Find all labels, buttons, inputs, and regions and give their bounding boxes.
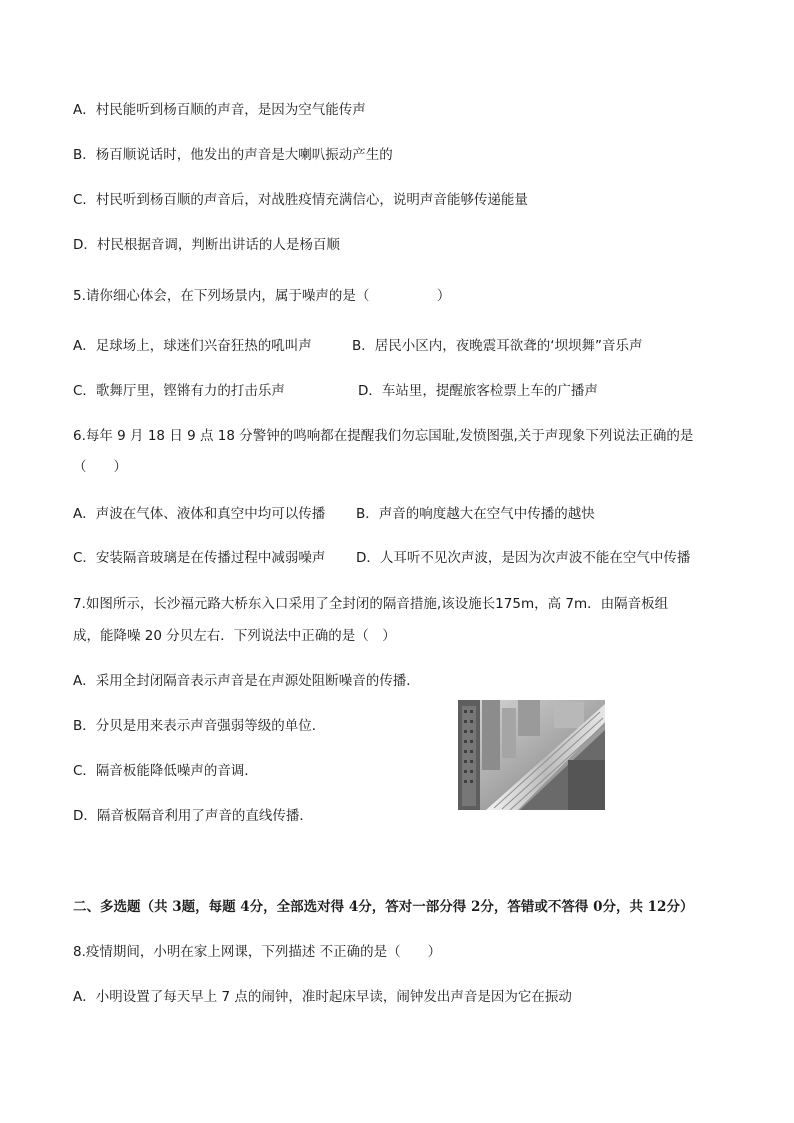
q6-option-c: C．安装隔音玻璃是在传播过程中减弱噪声: [73, 550, 326, 566]
q5-option-d: D．车站里，提醒旅客检票上车的广播声: [358, 383, 598, 399]
q7-option-c: C．隔音板能降低噪声的音调．: [73, 763, 258, 779]
bridge-photo-illustration: [458, 700, 605, 810]
q4-option-d: D．村民根据音调，判断出讲话的人是杨百顺: [73, 237, 340, 253]
q6-option-d: D．人耳听不见次声波，是因为次声波不能在空气中传播: [356, 550, 691, 566]
q4-option-c: C．村民听到杨百顺的声音后，对战胜疫情充满信心，说明声音能够传递能量: [73, 192, 528, 208]
q6-stem-line2: （ ）: [73, 459, 127, 475]
q8-option-a: A．小明设置了每天早上 7 点的闹钟，准时起床早读，闹钟发出声音是因为它在振动: [73, 989, 572, 1005]
q6-option-a: A．声波在气体、液体和真空中均可以传播: [73, 506, 326, 522]
q5-option-b: B．居民小区内，夜晚震耳欲聋的‘坝坝舞”音乐声: [352, 338, 643, 354]
q5-option-c: C．歌舞厅里，铿锵有力的打击乐声: [73, 383, 285, 399]
q8-stem: 8.疫情期间，小明在家上网课，下列描述 不正确的是（ ）: [73, 944, 442, 960]
q4-option-a: A．村民能听到杨百顺的声音，是因为空气能传声: [73, 102, 366, 118]
q6-stem-line1: 6.每年 9 月 18 日 9 点 18 分警钟的鸣响都在提醒我们勿忘国耻,发愤图强,关于声现象下列说法正确的是: [73, 428, 694, 444]
q7-stem-line2: 成，能降噪 20 分贝左右．下列说法中正确的是（ ）: [73, 628, 396, 644]
q7-option-a: A．采用全封闭隔音表示声音是在声源处阻断噪音的传播．: [73, 673, 420, 689]
q7-option-d: D．隔音板隔音利用了声音的直线传播．: [73, 808, 313, 824]
q7-option-b: B．分贝是用来表示声音强弱等级的单位．: [73, 718, 326, 734]
q7-stem-line1: 7.如图所示，长沙福元路大桥东入口采用了全封闭的隔音措施,该设施长175m，高 7m．由隔音板组: [73, 596, 669, 612]
bridge-noise-barrier-photo: [458, 700, 605, 810]
q5-stem: 5.请你细心体会，在下列场景内，属于噪声的是（ ）: [73, 288, 451, 304]
q6-option-b: B．声音的响度越大在空气中传播的越快: [356, 506, 595, 522]
q4-option-b: B．杨百顺说话时，他发出的声音是大喇叭振动产生的: [73, 147, 393, 163]
q5-option-a: A．足球场上，球迷们兴奋狂热的吼叫声: [73, 338, 312, 354]
section-2-heading: 二、多选题（共 3题，每题 4分，全部选对得 4分，答对一部分得 2分，答错或不答得 0分，共 12分）: [73, 899, 694, 915]
